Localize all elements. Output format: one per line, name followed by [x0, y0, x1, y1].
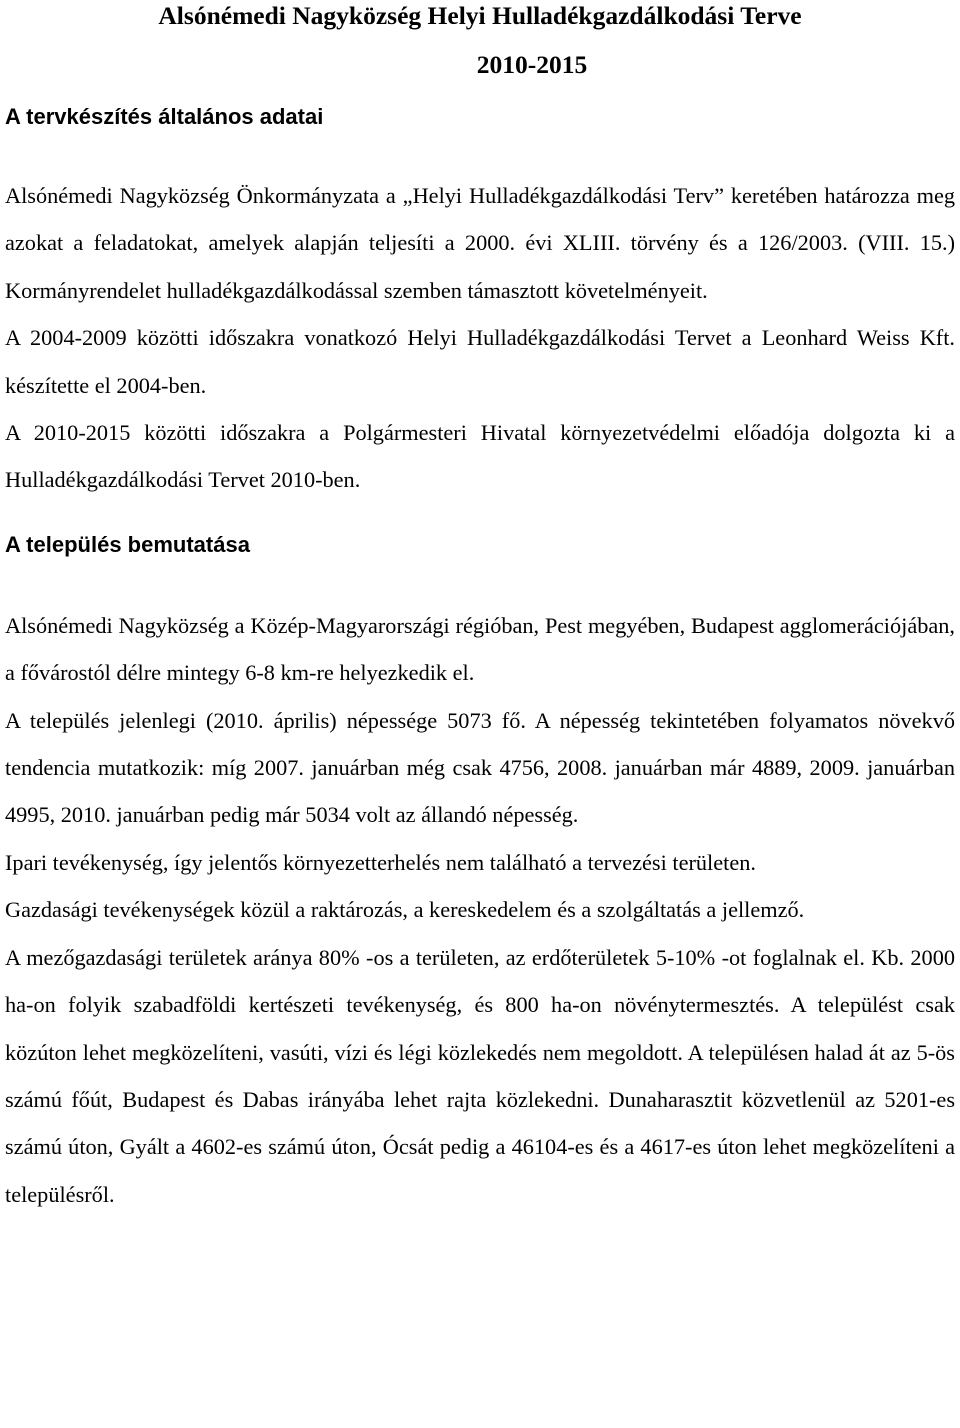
document-page — [5, 0, 955, 1218]
paragraph-current-plan: A 2010-2015 közötti időszakra a Polgármesteri Hivatal környezetvédelmi előadója dolgozta ki a Hulladékgazdálkodási Tervet 2010-ben. — [5, 420, 955, 493]
paragraph-economy: Gazdasági tevékenységek közül a raktározás, a kereskedelem és a szolgáltatás a jellemző. — [5, 897, 805, 923]
paragraph-industry: Ipari tevékenység, így jelentős környezetterhelés nem található a tervezési területen. — [5, 849, 756, 875]
paragraph-land-use-transport: A mezőgazdasági területek aránya 80% -os a területen, az erdőterületek 5-10% -ot foglalnak el. Kb. 2000 ha-on folyik szabadföldi kertészeti tevékenység, és 800 ha-on növénytermesztés. A települést csak közúton lehet megközelíteni, vasúti, vízi és légi közlekedés nem megoldott. A településen halad át az 5-ös számú főút, Budapest és Dabas irányába lehet rajta közlekedni. Dunaharasztit közvetlenül az 5201-es számú úton, Gyált a 4602-es számú úton, Ócsát pedig a 46104-es és a 4617-es úton lehet megközelíteni a településről. — [5, 944, 955, 1207]
paragraph-plan-purpose: Alsónémedi Nagyközség Önkormányzata a „Helyi Hulladékgazdálkodási Terv” keretében határozza meg azokat a feladatokat, amelyek alapján teljesíti a 2000. évi XLIII. törvény és a 126/2003. (VIII. 15.) Kormányrendelet hulladékgazdálkodással szemben támasztott követelményeit. — [5, 183, 955, 303]
section-heading-general-data: A tervkészítés általános adatai — [5, 104, 324, 129]
paragraph-previous-plan: A 2004-2009 közötti időszakra vonatkozó Helyi Hulladékgazdálkodási Tervet a Leonhard Weiss Kft. készítette el 2004-ben. — [5, 325, 955, 398]
paragraph-location: Alsónémedi Nagyközség a Közép-Magyarországi régióban, Pest megyében, Budapest agglomerációjában, a fővárostól délre mintegy 6-8 km-re helyezkedik el. — [5, 612, 955, 686]
paragraph-population: A település jelenlegi (2010. április) népessége 5073 fő. A népesség tekintetében folyamatos növekvő tendencia mutatkozik: míg 2007. januárban még csak 4756, 2008. januárban már 4889, 2009. januárban 4995, 2010. januárban pedig már 5034 volt az állandó népesség. — [5, 707, 955, 828]
section-heading-settlement: A település bemutatása — [5, 531, 250, 557]
document-title: Alsónémedi Nagyközség Helyi Hulladékgazdálkodási Terve — [158, 1, 802, 30]
document-subtitle: 2010-2015 — [476, 50, 588, 79]
